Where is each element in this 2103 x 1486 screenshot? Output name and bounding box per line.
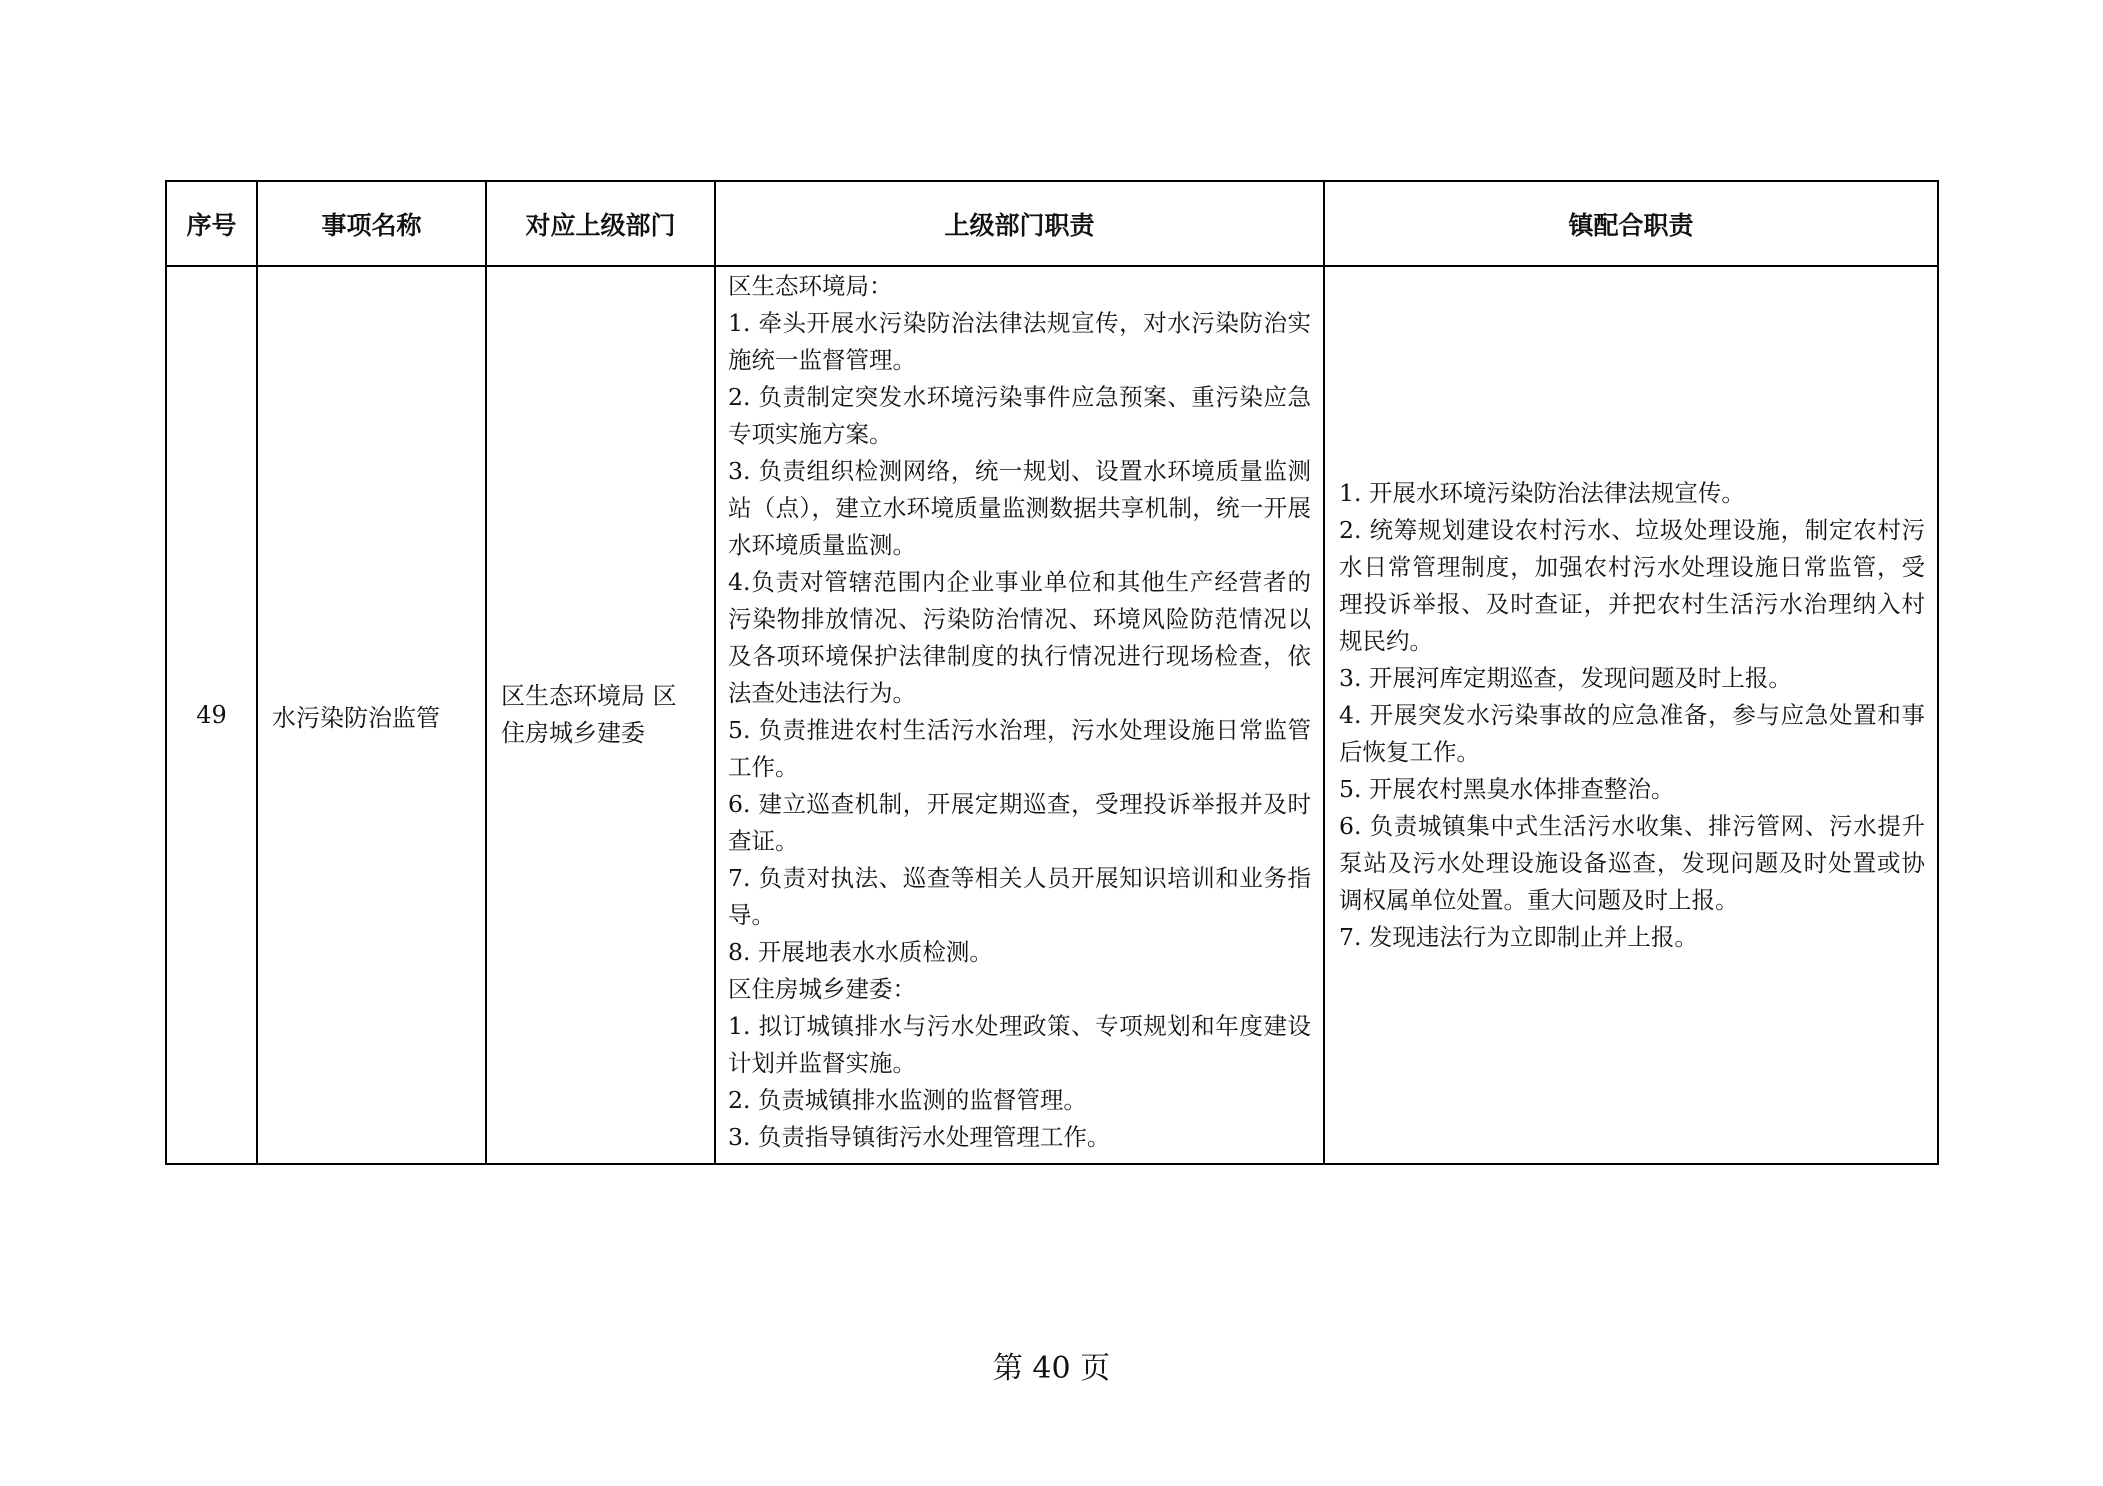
cell-seq: 49 [166,266,257,1164]
town-duty-line: 2. 统筹规划建设农村污水、垃圾处理设施，制定农村污水日常管理制度，加强农村污水处理设施日常监管，受理投诉举报、及时查证，并把农村生活污水治理纳入村规民约。 [1339,515,1925,655]
table-row [166,266,1938,1164]
header-upper-dept: 对应上级部门 [486,181,715,266]
upper-duty-line: 1. 拟订城镇排水与污水处理政策、专项规划和年度建设计划并监督实施。 [728,1012,1311,1077]
town-duty-line: 4. 开展突发水污染事故的应急准备，参与应急处置和事后恢复工作。 [1339,700,1925,766]
header-seq: 序号 [166,181,257,266]
town-duty-line: 6. 负责城镇集中式生活污水收集、排污管网、污水提升泵站及污水处理设施设备巡查，发现问题及时处置或协调权属单位处置。重大问题及时上报。 [1339,811,1925,914]
cell-town-duties [1324,266,1938,1164]
cell-upper-dept: 区生态环境局 区住房城乡建委 [486,266,715,1164]
upper-duty-line: 1. 牵头开展水污染防治法律法规宣传，对水污染防治实施统一监督管理。 [728,309,1311,374]
header-row [166,181,1938,266]
header-item-name: 事项名称 [257,181,486,266]
town-duty-line: 1. 开展水环境污染防治法律法规宣传。 [1339,478,1745,507]
upper-duty-line: 8. 开展地表水水质检测。 [728,938,993,966]
town-duty-line: 3. 开展河库定期巡查，发现问题及时上报。 [1339,663,1792,692]
upper-duty-line: 区生态环境局： [728,272,893,300]
upper-duty-line: 5. 负责推进农村生活污水治理，污水处理设施日常监管工作。 [728,716,1311,781]
upper-duty-line: 4.负责对管辖范围内企业事业单位和其他生产经营者的污染物排放情况、污染防治情况、环境风险防范情况以及各项环境保护法律制度的执行情况进行现场检查，依法查处违法行为。 [728,568,1311,707]
upper-duty-line: 区住房城乡建委： [728,975,916,1003]
cell-item-name: 水污染防治监管 [257,266,486,1164]
header-town-duties: 镇配合职责 [1324,181,1938,266]
upper-duty-line: 7. 负责对执法、巡查等相关人员开展知识培训和业务指导。 [728,864,1311,929]
upper-duty-line: 2. 负责制定突发水环境污染事件应急预案、重污染应急专项实施方案。 [728,383,1311,448]
upper-duty-line: 3. 负责组织检测网络，统一规划、设置水环境质量监测站（点），建立水环境质量监测数据共享机制，统一开展水环境质量监测。 [728,457,1311,559]
header-upper-duties: 上级部门职责 [715,181,1324,266]
page-number: 第 40 页 [992,1351,1111,1386]
town-duty-line: 7. 发现违法行为立即制止并上报。 [1339,922,1698,951]
responsibility-table [165,180,1939,1165]
table-body [166,266,1938,1164]
upper-duty-line: 3. 负责指导镇街污水处理管理工作。 [728,1123,1111,1151]
table-header [166,181,1938,266]
cell-upper-duties [715,266,1324,1164]
upper-duty-line: 6. 建立巡查机制，开展定期巡查，受理投诉举报并及时查证。 [728,790,1311,855]
upper-duty-line: 2. 负责城镇排水监测的监督管理。 [728,1086,1087,1114]
town-duty-line: 5. 开展农村黑臭水体排查整治。 [1339,774,1675,803]
